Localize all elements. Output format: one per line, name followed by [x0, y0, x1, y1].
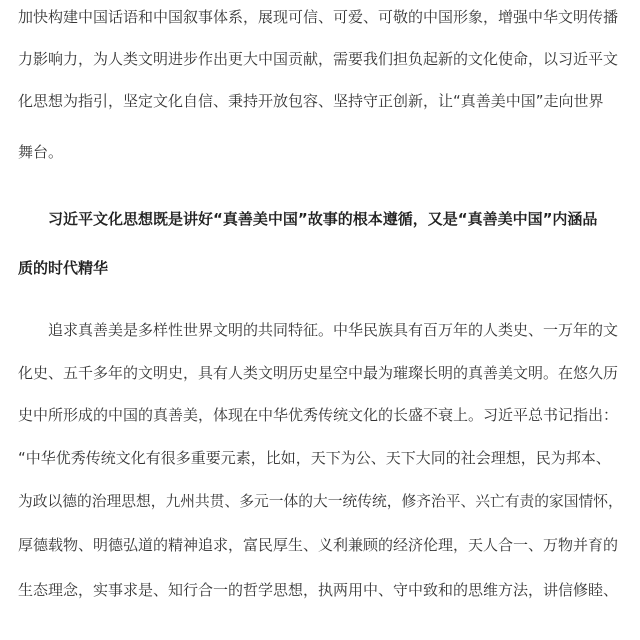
heading-line: 习近平文化思想既是讲好“真善美中国”故事的根本遵循，又是“真善美中国”内涵品: [48, 210, 598, 228]
text-line: 舞台。: [18, 143, 64, 161]
text-line: 化思想为指引，坚定文化自信、秉持开放包容、坚持守正创新，让“真善美中国”走向世界: [18, 92, 604, 110]
text-line: 史中所形成的中国的真善美，体现在中华优秀传统文化的长盛不衰上。习近平总书记指出：: [18, 406, 619, 424]
text-line: 生态理念，实事求是、知行合一的哲学思想，执两用中、守中致和的思维方法，讲信修睦、: [18, 581, 619, 599]
heading-line: 质的时代精华: [18, 259, 109, 277]
text-line: 力影响力，为人类文明进步作出更大中国贡献，需要我们担负起新的文化使命，以习近平文: [18, 50, 619, 68]
text-line: 厚德载物、明德弘道的精神追求，富民厚生、义利兼顾的经济伦理，天人合一、万物并育的: [18, 536, 619, 554]
text-line: 为政以德的治理思想，九州共贯、多元一体的大一统传统，修齐治平、兴亡有责的家国情怀，: [18, 493, 623, 510]
text-line: 加快构建中国话语和中国叙事体系，展现可信、可爱、可敬的中国形象，增强中华文明传播: [18, 8, 619, 26]
text-line: “中华优秀传统文化有很多重要元素，比如，天下为公、天下大同的社会理想，民为邦本、: [18, 449, 611, 467]
text-line: 化史、五千多年的文明史，具有人类文明历史星空中最为璀璨长明的真善美文明。在悠久历: [18, 364, 619, 382]
text-line: 追求真善美是多样性世界文明的共同特征。中华民族具有百万年的人类史、一万年的文: [48, 321, 619, 339]
